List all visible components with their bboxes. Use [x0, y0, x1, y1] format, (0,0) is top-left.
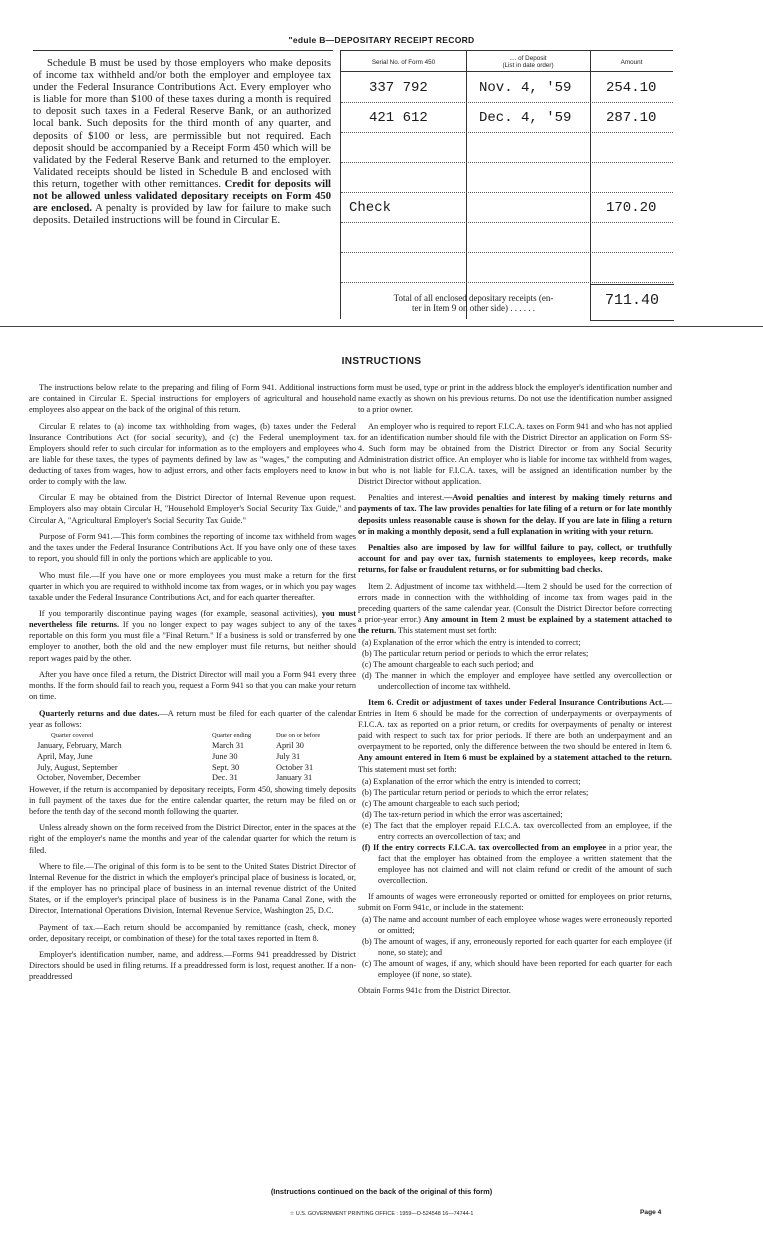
left-p5-head: Who must file.	[39, 570, 92, 580]
list-item: (d) The manner in which the employer and employee have settled any overcollection or undercollection of income tax withheld.	[362, 671, 672, 692]
amount-cell: 287.10	[606, 110, 657, 126]
list-item: (e) The fact that the employer repaid F.I.C.A. tax overcollected from an employee, if the entry corrects an overcollection of tax; and	[362, 820, 672, 841]
left-p12-head: Payment of tax.	[39, 922, 96, 932]
right-p5-head: Item 2. Adjustment of income tax withheld.	[368, 581, 517, 591]
amount-cell: 170.20	[606, 200, 657, 216]
list-item	[358, 842, 672, 886]
serial-cell: Check	[349, 200, 392, 216]
right-p6	[358, 697, 672, 774]
list-item: (a) The name and account number of each employee whose wages were erroneously reported or omitted;	[362, 915, 672, 936]
left-p5-body: —If you have one or more employees you must make a return for the first quarter in which you are required to withhold income tax from wages, or in which you pay wages taxable under the Federal Insurance Contributions Act, and for each quarter thereafter.	[29, 570, 356, 602]
total-label-line1: Total of all enclosed depositary receipts (en-	[393, 293, 554, 303]
left-p12	[29, 922, 356, 944]
quarters-header	[29, 731, 320, 742]
left-p6-b: If you no longer expect to pay wages subject to any of the taxes reportable on this form you must file a "Final Return." If a business is sold or transferred by one employer to another, both the old and the new employer must file returns, but neither should report wages paid by the other.	[29, 620, 356, 663]
printing-office-line: ☆ U.S. GOVERNMENT PRINTING OFFICE : 1959—O-524548 16—74744-1	[289, 1211, 474, 1217]
left-p8	[29, 708, 356, 730]
row-rule	[341, 282, 673, 283]
left-p6-a: If you temporarily discontinue paying wages (for example, seasonal activities),	[39, 609, 318, 619]
list-item: (c) The amount chargeable to each such period;	[362, 798, 520, 808]
quarter-cell: March 31	[212, 741, 245, 751]
left-p4	[29, 531, 356, 564]
right-p6-a: —Entries in Item 6 should be made for the correction of underpayments or overpayments of F.I.C.A. tax as reported on a prior return, or credits for overpayments of penalty or interest paid with respect to such tax for prior periods. If there are both an underpayment and an overpayment to be reported, only the difference between the two should be entered in Item 6.	[358, 698, 672, 752]
quarters-header-cell: Quarter ending	[212, 731, 252, 739]
col-divider	[590, 51, 591, 319]
left-p9: However, if the return is accompanied by depositary receipts, Form 450, showing timely deposits in full payment of the taxes due for the entire calendar quarter, the return may be filed on or before the tenth day of the second month following the quarter.	[29, 784, 356, 816]
left-p10: Unless already shown on the form received from the District Director, enter in the spaces at the right of the employer's name the months and year of the calendar quarter for which the return is filed.	[29, 823, 356, 855]
header-date	[466, 55, 590, 69]
quarter-row	[29, 752, 320, 763]
left-p2: Circular E relates to (a) income tax withholding from wages, (b) taxes under the Federal Insurance Contributions Act (for social security), and (c) the Federal unemployment tax. Employers should refer to such circular for information as to the employers and employees who are liable for these taxes, the types of payments defined by law as "wages," the computing and deducting of taxes from wages, how to adjust errors, and other facts employers need to know in order to comply with the law.	[29, 421, 356, 486]
quarter-cell: October 31	[276, 762, 314, 772]
date-cell: Dec. 4, '59	[479, 110, 572, 126]
left-p4-head: Purpose of Form 941.	[39, 532, 113, 542]
quarter-cell: January 31	[276, 773, 313, 783]
left-p8-body: —A return must be filed for each quarter of the calendar year as follows:	[29, 708, 356, 729]
serial-cell: 421 612	[369, 110, 428, 126]
total-box	[590, 284, 674, 321]
wages-list	[358, 914, 672, 980]
list-item: (c) The amount of wages, if any, which should have been reported for each quarter for each employee (if none, so state).	[362, 959, 672, 980]
right-p5-bold: Any amount in Item 2 must be explained by a statement attached to the return.	[358, 614, 672, 635]
right-p8: Obtain Forms 941c from the District Director.	[358, 986, 511, 996]
schedule-title: "edule B—DEPOSITARY RECEIPT RECORD	[288, 35, 475, 45]
header-date-line1: .... of Deposit	[509, 55, 547, 62]
left-p13-body: —Forms 941 preaddressed by District Directors should be used in filing returns. If a preaddressed form is lost, request another. If a non-preaddressed	[29, 950, 356, 982]
quarters-table	[29, 731, 320, 784]
right-p3-head: Penalties and interest.	[368, 493, 445, 503]
left-p6	[29, 608, 356, 663]
quarter-cell: January, February, March	[37, 741, 122, 751]
right-p6-b: This statement must set forth:	[358, 764, 457, 774]
left-p12-body: —Each return should be accompanied by remittance (cash, check, money order, depositary receipt, or combination of these) for the total taxes reported in Item 8.	[29, 922, 356, 943]
schedule-intro	[33, 58, 331, 227]
quarter-cell: June 30	[212, 752, 238, 761]
right-p6-bold: Any amount entered in Item 6 must be explained by a statement attached to the return.	[358, 753, 672, 763]
header-rule	[341, 71, 673, 72]
header-serial: Serial No. of Form 450	[371, 59, 436, 66]
row-rule	[341, 132, 673, 133]
left-p7: After you have once filed a return, the District Director will mail you a Form 941 every three months. If the form should fail to reach you, request a Form 941 so that you can make your return on time.	[29, 670, 356, 702]
left-p6-bold: you must nevertheless file returns.	[29, 609, 357, 630]
left-p1: The instructions below relate to the preparing and filing of Form 941. Additional instructions are contained in Circular E. Special instructions for employers of agricultural and household employees also appear on the back of the original of this return.	[29, 383, 356, 415]
left-p13	[29, 949, 356, 982]
list-item: (b) The particular return period or periods to which the error relates;	[362, 649, 589, 659]
col-divider	[466, 51, 467, 319]
right-p3	[358, 492, 672, 536]
item6-list	[358, 776, 672, 886]
right-p6-head: Item 6. Credit or adjustment of taxes under Federal Insurance Contributions Act.	[368, 698, 664, 708]
quarter-row	[29, 763, 320, 774]
intro-text: Schedule B must be used by those employers who make deposits of income tax withheld and/or both the employer and employee tax under the Federal Insurance Contributions Act. Every employer who is liable for more than $100 of these taxes during a month is required to deposit such taxes in a Federal Reserve Bank, or an authorized local bank. Such deposits for the third month of any quarter, and deposits of $100 or less, are permissible but not required. Each deposit should be accompanied by a Receipt Form 450 which will be validated by the Federal Reserve Bank and returned to the employer. Validated receipts should be listed in Schedule B and enclosed with this return, together with other remittances.	[33, 58, 331, 190]
right-p5	[358, 581, 672, 636]
list-item: (a) Explanation of the error which the entry is intended to correct;	[362, 776, 581, 786]
quarter-row	[29, 773, 320, 784]
right-p1: form must be used, type or print in the address block the employer's identification number and name exactly as shown on his previous returns. Do not use the identification number assigned to a prior owner.	[358, 383, 672, 415]
row-rule	[341, 192, 673, 193]
quarter-cell: October, November, December	[37, 773, 141, 783]
quarters-header-cell: Quarter covered	[51, 731, 94, 739]
right-p5-b: This statement must set forth:	[398, 625, 497, 635]
quarters-header-cell: Due on or before	[276, 731, 321, 739]
right-p3-body: —Avoid penalties and interest by making timely returns and payments of tax. The law provides penalties for late filing of a return or for late monthly deposits unless reasonable cause is shown for the delay. If you are late in filing a return or in making a monthly deposit, send a full explanation in writing with your return.	[358, 493, 672, 536]
quarter-cell: July, August, September	[37, 762, 118, 772]
continued-note: (Instructions continued on the back of the original of this form)	[270, 1187, 493, 1196]
list-item: (c) The amount chargeable to each such period; and	[362, 660, 534, 670]
list-item: (a) Explanation of the error which the entry is intended to correct;	[362, 637, 581, 647]
depositary-receipt-table	[340, 50, 673, 319]
right-p5-a: —Item 2 should be used for the correction of errors made in connection with the withholding of income tax from wages paid in the preceding quarters of the same calendar year. (Consult the District Director before correcting a prior-year error.)	[358, 581, 672, 624]
total-label	[361, 293, 586, 313]
quarter-cell: Sept. 30	[212, 762, 240, 772]
quarter-cell: July 31	[276, 752, 301, 761]
left-p4-body: —This form combines the reporting of income tax withheld from wages and the taxes under the Federal Insurance Contributions Act. If you have only one of these taxes to report, you should fill in only the portions which are applicable to you.	[29, 532, 356, 564]
amount-cell: 254.10	[606, 80, 657, 96]
row-rule	[341, 102, 673, 103]
total-label-line2: ter in Item 9 on other side) . . . . . .	[412, 303, 535, 313]
list-item-bold: (f) If the entry corrects F.I.C.A. tax overcollected from an employee	[362, 842, 607, 852]
left-p11	[29, 861, 356, 916]
date-cell: Nov. 4, '59	[479, 80, 572, 96]
list-item: (b) The amount of wages, if any, erroneously reported for each quarter for each employee (if none, so state); and	[362, 937, 672, 958]
left-p8-head: Quarterly returns and due dates.	[39, 708, 160, 718]
left-p11-body: —The original of this form is to be sent to the United States District Director of Internal Revenue for the district in which the employer's principal place of business is located, or, if the employer has no principal place of business in an internal revenue district of the United States, or if the employer's principal place of business is in the Panama Canal Zone, with the Director, International Operations Division, Internal Revenue Service, Washington 25, D.C.	[29, 862, 356, 916]
serial-cell: 337 792	[369, 80, 428, 96]
intro-tail: A penalty is provided by law for failure to make such deposits. Detailed instructions will be found in Circular E.	[33, 203, 331, 227]
page-number: Page 4	[640, 1209, 662, 1216]
left-p13-head: Employer's identification number, name, and address.	[39, 950, 224, 960]
quarter-row	[29, 741, 320, 752]
page-divider	[0, 326, 763, 327]
quarter-cell: Dec. 31	[212, 773, 238, 783]
row-rule	[341, 252, 673, 253]
left-p5	[29, 570, 356, 603]
left-p3: Circular E may be obtained from the District Director of Internal Revenue upon request. Employers also may obtain Circular H, "Household Employer's Social Security Tax Guide," and Circular A, "Agricultural Employer's Social Security Tax Guide."	[29, 493, 356, 525]
quarter-cell: April 30	[276, 741, 304, 751]
right-p2: An employer who is required to report F.I.C.A. taxes on Form 941 and who has not applied for an identification number should file with the District Director an application on Form SS-4. Such form may be obtained from the District Director or from any Social Security Administration district office. An employer who is liable for income tax withheld from wages, but who is not liable for F.I.C.A. taxes, will be assigned an identification number by the District Director without application.	[358, 421, 672, 486]
row-rule	[341, 162, 673, 163]
intro-bold: Credit for deposits will not be allowed unless validated depositary receipts on Form 450 are enclosed.	[33, 178, 331, 215]
header-amount: Amount	[620, 59, 643, 66]
list-item: (b) The particular return period or periods to which the error relates;	[362, 787, 589, 797]
list-item: (d) The tax-return period in which the error was ascertained;	[362, 809, 563, 819]
total-amount: 711.40	[605, 292, 660, 309]
right-p7: If amounts of wages were erroneously reported or omitted for employees on prior returns, submit on Form 941c, or include in the statement:	[358, 892, 672, 913]
instructions-right-column	[358, 382, 672, 1002]
instructions-heading: INSTRUCTIONS	[341, 356, 422, 367]
left-p11-head: Where to file.	[39, 862, 86, 872]
item2-list	[358, 637, 672, 692]
list-item-text: in a prior year, the fact that the employer has obtained from the employee a written statement that the employee has not claimed and will not claim refund or credit of the amount of such overcollection.	[378, 842, 672, 885]
top-rule	[33, 50, 333, 51]
header-date-line2: (List in date order)	[502, 62, 554, 69]
right-p4	[358, 542, 672, 575]
right-p4-body: Penalties also are imposed by law for willful failure to pay, collect, or truthfully account for and pay over tax, furnish statements to employees, keep records, make returns, for false or fraudulent returns, or for submitting bad checks.	[358, 543, 672, 575]
instructions-left-column	[29, 382, 356, 988]
row-rule	[341, 222, 673, 223]
quarter-cell: April, May, June	[37, 752, 93, 761]
